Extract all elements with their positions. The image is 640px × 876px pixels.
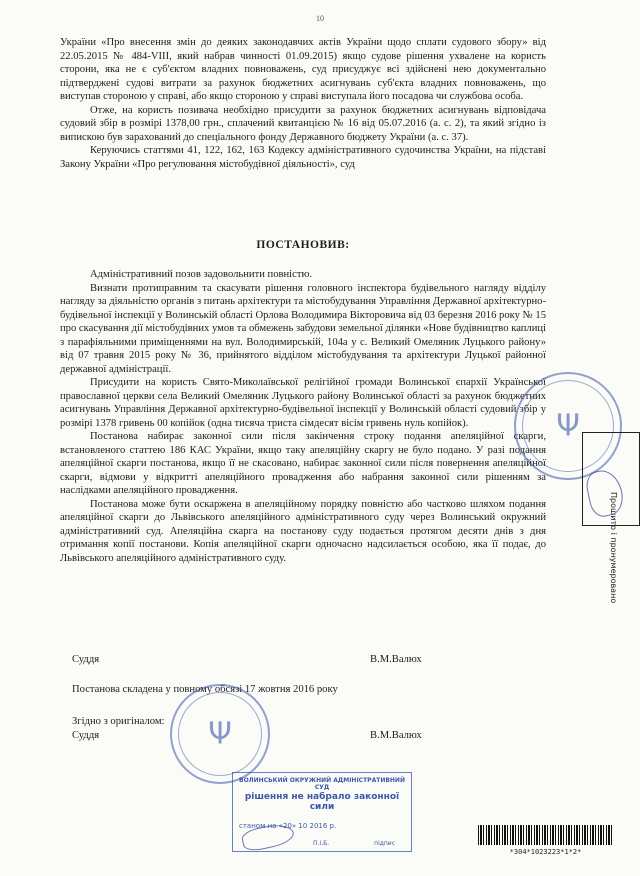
paragraph: Присудити на користь Свято-Миколаївської релігійної громади Волинської єпархії Української православної церкви села Великий Омеляник Луцького району Волинської області за рахунок бюджетних асигнувань Управління Державної архітектурно-будівельної інспекції у Волинській області судовий збір у розмірі 1378 гривень 00 копійок (одна тисяча триста сімдесят вісім гривень нуль копійок). — [60, 377, 546, 429]
paragraph: Постанова може бути оскаржена в апеляційному порядку повністю або частково шляхом подання апеляційної скарги до Львівського апеляційного адміністративного суду через Волинський окружний адміністративний суд. Апеляційна скарга на постанову суду подається протягом десяти днів з дня отримання копії постанови. Копія апеляційної скарги одночасно надсилається особою, яка її подає, до Львівського апеляційного адміністративного суду. — [60, 498, 546, 564]
paragraph: Керуючись статтями 41, 122, 162, 163 Кодексу адміністративного судочинства України, на підставі Закону України «Про регулювання містобудівної діяльності», суд — [60, 145, 546, 170]
paragraph: Адміністративний позов задовольнити повністю. — [90, 269, 313, 280]
ruling-heading: ПОСТАНОВИВ: — [256, 239, 350, 251]
paragraph: Отже, на користь позивача необхідно присудити за рахунок бюджетних асигнувань відповідача судовий збір в розмірі 1378,00 грн., сплачений квитанцією № 16 від 05.07.2016 (а. с. 2), та який згідно із випискою був зарахований до спеціального фонду Державного бюджету України (а. с. 37). — [60, 104, 546, 143]
paragraph: Визнати протиправним та скасувати рішення головного інспектора будівельного нагляду відділу нагляду за діяльністю органів з питань архітектури та містобудування Управління Державної архітектурно-будівельної інспекції у Волинській області Орлова Володимира Вікторовича від 03 березня 2016 року № 15 про скасування дії містобудівних умов та обмежень забудови земельної ділянки «Нове будівництво каплиці з парафіяльними приміщеннями на вул. Володимирській, 104а у с. Великий Омеляник Луцького району» від 07 травня 2015 року № 36, прийнятого відділом містобудування та архітектури Луцької районної державної адміністрації. — [60, 282, 546, 375]
court-seal-lower-icon — [170, 684, 270, 784]
stamp-initials-label: П.І.Б. — [313, 840, 330, 847]
copy-true-label: Згідно з оригіналом: — [72, 716, 165, 727]
stamp-signature-label: підпис — [374, 840, 395, 847]
stamp-date: станом на «20» 10 2016 р. — [239, 822, 337, 830]
stamp-court: ВОЛИНСЬКИЙ ОКРУЖНИЙ АДМІНІСТРАТИВНИЙ СУД — [239, 777, 405, 791]
stamp-status: рішення не набрало законної сили — [244, 792, 400, 812]
barcode-number: *304*1023223*1*2* — [509, 848, 582, 856]
barcode-icon — [478, 825, 613, 845]
judge-name: В.М.Валюх — [370, 654, 422, 665]
ruling-text — [60, 268, 546, 565]
trident-icon: Ψ — [208, 716, 232, 752]
binding-stamp-text: Прошито і пронумеровано — [609, 492, 618, 604]
page-number: 10 — [316, 14, 324, 23]
judge-role: Суддя — [72, 654, 100, 665]
paragraph: України «Про внесення змін до деяких законодавчих актів України щодо сплати судового збору» від 22.05.2015 № 484-VIII, який набрав чинності 01.09.2015) якщо судове рішення ухвалене на користь сторони, яка не є суб'єктом владних повноважень, суд присуджує всі здійснені нею документально підтверджені судові витрати за рахунок бюджетних асигнувань суб'єкта владних повноважень, що виступав стороною у справі, або якщо стороною у справі виступала його посадова чи службова особа. — [60, 37, 546, 102]
intro-text — [60, 36, 546, 171]
judge-role-2: Суддя — [72, 730, 100, 741]
composed-note: Постанова складена у повному обсязі 17 жовтня 2016 року — [72, 684, 338, 695]
paragraph: Постанова набирає законної сили після закінчення строку подання апеляційної скарги, встановленого статтею 186 КАС України, якщо таку апеляційну скаргу не було подано. У разі подання апеляційної скарги постанова, якщо її не скасовано, набирає законної сили після повернення апеляційної скарги, відмови у відкритті апеляційного провадження або набрання законної сили рішенням за наслідками апеляційного провадження. — [60, 431, 546, 496]
judge-name-2: В.М.Валюх — [370, 730, 422, 741]
trident-icon: Ψ — [556, 408, 580, 444]
